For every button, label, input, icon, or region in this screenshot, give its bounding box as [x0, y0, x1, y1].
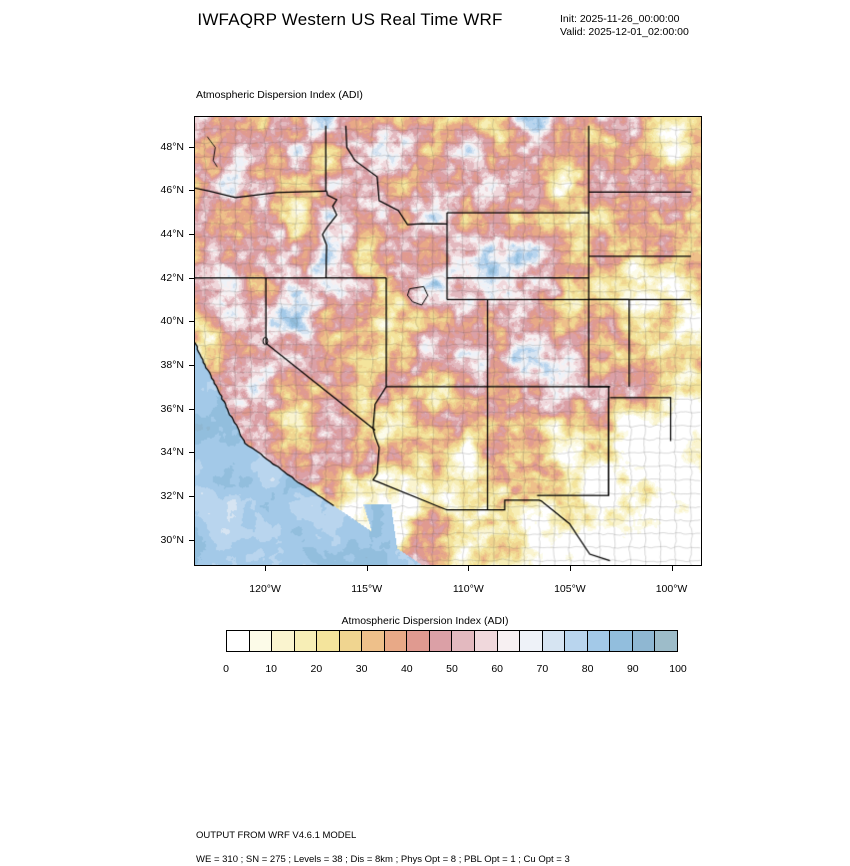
- colorbar-swatch: [340, 631, 363, 651]
- colorbar-swatch: [475, 631, 498, 651]
- colorbar-tick-label: 80: [581, 663, 594, 675]
- lon-tick-mark: [265, 566, 266, 571]
- colorbar-tick-label: 60: [491, 663, 504, 675]
- lat-tick-mark: [189, 540, 194, 541]
- lat-tick-mark: [189, 452, 194, 453]
- lat-tick-mark: [189, 409, 194, 410]
- lat-tick-label: 42°N: [160, 271, 184, 284]
- plot-title: Atmospheric Dispersion Index (ADI): [196, 89, 363, 101]
- model-run-metadata: [560, 13, 689, 39]
- colorbar-tick-label: 30: [355, 663, 368, 675]
- colorbar-swatch: [610, 631, 633, 651]
- lat-tick-label: 46°N: [160, 184, 184, 197]
- colorbar-swatch: [543, 631, 566, 651]
- lat-tick-mark: [189, 496, 194, 497]
- page-title: IWFAQRP Western US Real Time WRF: [197, 10, 503, 29]
- colorbar-swatch: [633, 631, 656, 651]
- colorbar-swatch: [227, 631, 250, 651]
- colorbar-tick-label: 20: [310, 663, 323, 675]
- lat-tick-mark: [189, 190, 194, 191]
- colorbar-tick-label: 40: [400, 663, 413, 675]
- colorbar-tick-label: 50: [446, 663, 458, 675]
- lat-tick-mark: [189, 278, 194, 279]
- colorbar-tick-label: 100: [669, 663, 687, 675]
- lon-tick-mark: [367, 566, 368, 571]
- lon-tick-label: 110°W: [452, 583, 484, 595]
- lat-tick-label: 40°N: [160, 315, 184, 328]
- colorbar-tick-label: 70: [536, 663, 549, 675]
- lat-tick-mark: [189, 365, 194, 366]
- colorbar-swatch: [407, 631, 430, 651]
- lat-tick-label: 48°N: [160, 140, 184, 153]
- colorbar-swatch: [385, 631, 408, 651]
- colorbar-tick-label: 90: [626, 663, 639, 675]
- colorbar-swatch: [565, 631, 588, 651]
- model-config-footer: [196, 818, 570, 866]
- lat-tick-mark: [189, 147, 194, 148]
- colorbar-swatch: [272, 631, 295, 651]
- lon-tick-label: 105°W: [554, 583, 586, 595]
- colorbar-title: Atmospheric Dispersion Index (ADI): [341, 615, 509, 627]
- colorbar: [226, 630, 678, 652]
- footer-line-1: OUTPUT FROM WRF V4.6.1 MODEL: [196, 830, 357, 841]
- colorbar-swatch: [655, 631, 677, 651]
- colorbar-swatch: [295, 631, 318, 651]
- lat-tick-label: 32°N: [160, 490, 184, 503]
- lon-tick-label: 120°W: [249, 583, 281, 595]
- colorbar-swatch: [250, 631, 273, 651]
- colorbar-swatch: [430, 631, 453, 651]
- colorbar-tick-label: 0: [223, 663, 229, 675]
- valid-time-label: Valid: 2025-12-01_02:00:00: [560, 26, 689, 38]
- lon-tick-mark: [468, 566, 469, 571]
- colorbar-swatch: [498, 631, 521, 651]
- colorbar-swatch: [588, 631, 611, 651]
- lon-tick-label: 100°W: [655, 583, 688, 595]
- adi-field-canvas: [195, 117, 701, 565]
- map-panel: [194, 116, 702, 566]
- colorbar-swatch: [317, 631, 340, 651]
- lat-tick-mark: [189, 234, 194, 235]
- colorbar-swatch: [362, 631, 385, 651]
- colorbar-swatch: [452, 631, 475, 651]
- lat-tick-label: 36°N: [160, 402, 184, 415]
- lat-tick-label: 30°N: [160, 533, 184, 546]
- footer-line-2: WE = 310 ; SN = 275 ; Levels = 38 ; Dis = 8km ; Phys Opt = 8 ; PBL Opt = 1 ; Cu Opt = 3: [196, 854, 570, 865]
- colorbar-swatch: [520, 631, 543, 651]
- init-time-label: Init: 2025-11-26_00:00:00: [560, 13, 680, 25]
- lat-tick-label: 44°N: [160, 227, 184, 240]
- colorbar-tick-label: 10: [265, 663, 278, 675]
- lat-tick-label: 34°N: [160, 446, 184, 459]
- lon-tick-label: 115°W: [351, 583, 383, 595]
- lon-tick-mark: [570, 566, 571, 571]
- lon-tick-mark: [672, 566, 673, 571]
- lat-tick-label: 38°N: [160, 359, 184, 372]
- lat-tick-mark: [189, 321, 194, 322]
